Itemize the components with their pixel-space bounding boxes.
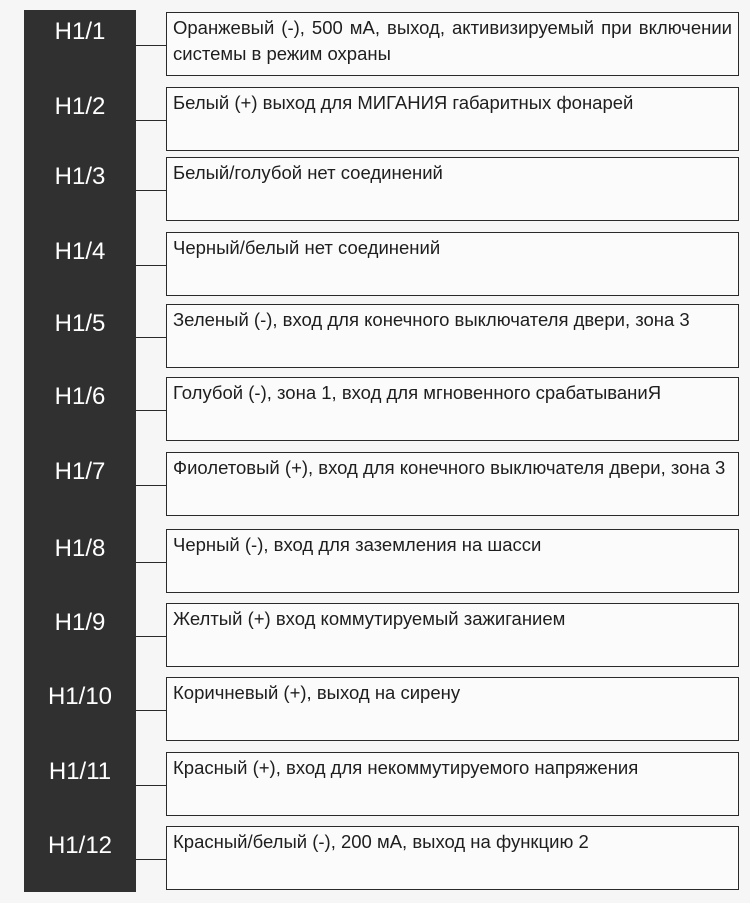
pin-label: H1/10 [47,683,113,710]
wire-description: Голубой (-), зона 1, вход для мгновенного срабатываниЯ [166,377,739,441]
wire-description: Коричневый (+), выход на сирену [166,677,739,741]
wire-description: Оранжевый (-), 500 мА, выход, активизируемый при включении системы в режим охраны [166,12,739,76]
connector-line [136,859,166,860]
connector-line [136,562,166,563]
pin-row-h1-5 [0,304,750,368]
pin-label: H1/8 [54,535,106,562]
pin-label: H1/6 [54,383,106,410]
pin-row-h1-3 [0,157,750,221]
wire-description: Белый/голубой нет соединений [166,157,739,221]
connector-line [136,265,166,266]
connector-line [136,190,166,191]
wire-description: Красный/белый (-), 200 мА, выход на функцию 2 [166,826,739,890]
pin-label: H1/9 [54,609,106,636]
wire-description: Черный/белый нет соединений [166,232,739,296]
pin-label: H1/5 [54,310,106,337]
pin-label: H1/4 [54,238,106,265]
connector-line [136,785,166,786]
wire-description: Красный (+), вход для некоммутируемого напряжения [166,752,739,816]
wire-description: Черный (-), вход для заземления на шасси [166,529,739,593]
pin-label: H1/12 [47,832,113,859]
pin-row-h1-10 [0,677,750,741]
pin-row-h1-1 [0,12,750,76]
pin-row-h1-6 [0,377,750,441]
wire-description: Белый (+) выход для МИГАНИЯ габаритных фонарей [166,87,739,151]
pin-row-h1-11 [0,752,750,816]
pin-row-h1-8 [0,529,750,593]
pin-row-h1-4 [0,232,750,296]
connector-line [136,636,166,637]
pin-row-h1-12 [0,826,750,890]
wire-description: Зеленый (-), вход для конечного выключателя двери, зона 3 [166,304,739,368]
pin-row-h1-9 [0,603,750,667]
connector-line [136,337,166,338]
connector-line [136,120,166,121]
pin-row-h1-2 [0,87,750,151]
pin-label: H1/3 [54,163,106,190]
pin-label: H1/2 [54,93,106,120]
pin-label: H1/11 [48,758,112,785]
wire-description: Желтый (+) вход коммутируемый зажиганием [166,603,739,667]
pin-label: H1/7 [54,458,106,485]
connector-line [136,410,166,411]
pin-row-h1-7 [0,452,750,516]
wire-description: Фиолетовый (+), вход для конечного выключателя двери, зона 3 [166,452,739,516]
connector-line [136,45,166,46]
connector-line [136,485,166,486]
pin-label: H1/1 [54,18,106,45]
connector-line [136,710,166,711]
